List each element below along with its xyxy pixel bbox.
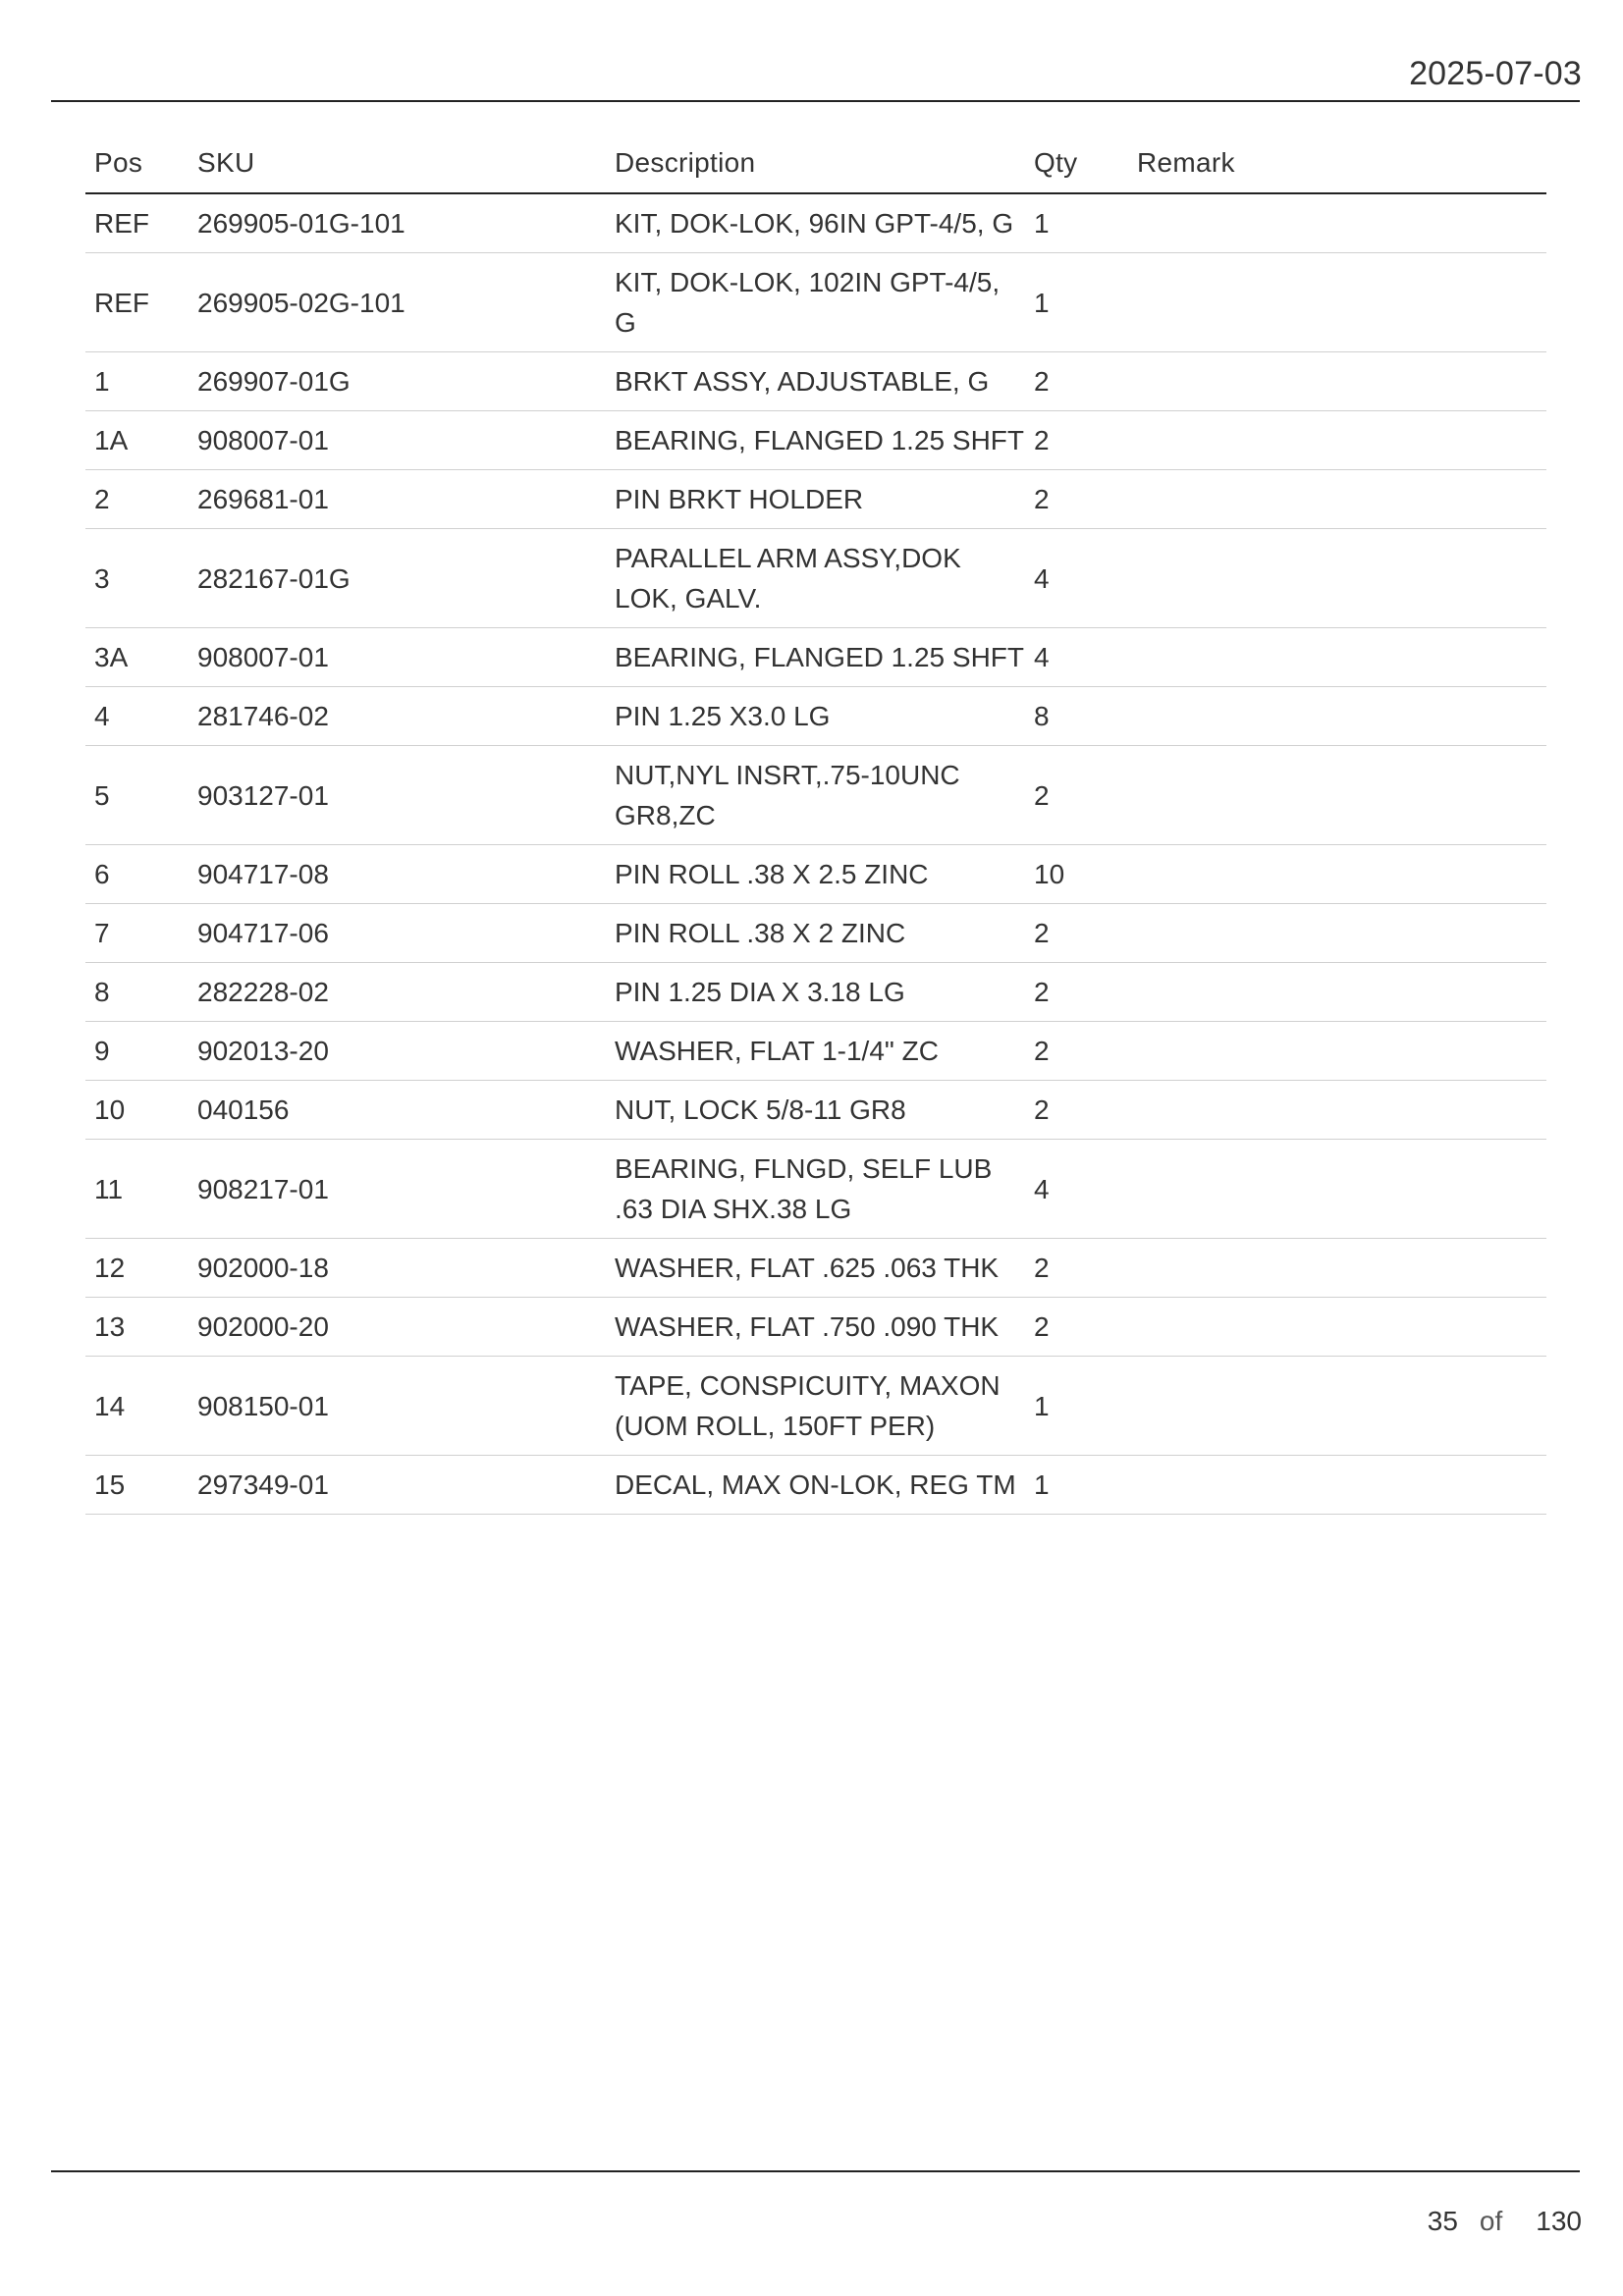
column-header-sku: SKU: [189, 133, 606, 193]
cell-description: PIN BRKT HOLDER: [606, 470, 1025, 529]
cell-description: NUT, LOCK 5/8-11 GR8: [606, 1081, 1025, 1140]
table-row: [85, 1456, 1546, 1515]
cell-qty: 2: [1025, 1298, 1128, 1357]
cell-qty: 1: [1025, 1456, 1128, 1515]
cell-description: BRKT ASSY, ADJUSTABLE, G: [606, 352, 1025, 411]
cell-description: KIT, DOK-LOK, 102IN GPT-4/5, G: [606, 253, 1025, 352]
cell-qty: 2: [1025, 904, 1128, 963]
cell-remark: [1128, 746, 1546, 845]
table-row: [85, 904, 1546, 963]
table-row: [85, 1022, 1546, 1081]
cell-pos: 13: [85, 1298, 189, 1357]
cell-qty: 2: [1025, 1239, 1128, 1298]
cell-description: WASHER, FLAT 1-1/4" ZC: [606, 1022, 1025, 1081]
column-header-remark: Remark: [1128, 133, 1546, 193]
cell-description: TAPE, CONSPICUITY, MAXON (UOM ROLL, 150FT PER): [606, 1357, 1025, 1456]
cell-pos: 14: [85, 1357, 189, 1456]
table-row: [85, 193, 1546, 253]
cell-sku: 269905-01G-101: [189, 193, 606, 253]
cell-remark: [1128, 529, 1546, 628]
table-row: [85, 687, 1546, 746]
table-row: [85, 1239, 1546, 1298]
cell-pos: 2: [85, 470, 189, 529]
current-page-number: 35: [1427, 2206, 1458, 2236]
cell-description: PIN 1.25 DIA X 3.18 LG: [606, 963, 1025, 1022]
table-row: [85, 845, 1546, 904]
table-row: [85, 963, 1546, 1022]
cell-sku: 908150-01: [189, 1357, 606, 1456]
cell-remark: [1128, 470, 1546, 529]
cell-description: PIN 1.25 X3.0 LG: [606, 687, 1025, 746]
cell-pos: 4: [85, 687, 189, 746]
cell-sku: 040156: [189, 1081, 606, 1140]
table-header: [85, 133, 1546, 193]
cell-sku: 902013-20: [189, 1022, 606, 1081]
cell-pos: REF: [85, 253, 189, 352]
header-divider: [51, 100, 1580, 102]
cell-description: BEARING, FLANGED 1.25 SHFT: [606, 628, 1025, 687]
cell-remark: [1128, 253, 1546, 352]
cell-sku: 269681-01: [189, 470, 606, 529]
table-row: [85, 746, 1546, 845]
parts-list-table: [85, 133, 1546, 1515]
cell-sku: 297349-01: [189, 1456, 606, 1515]
cell-pos: 9: [85, 1022, 189, 1081]
column-header-description: Description: [606, 133, 1025, 193]
cell-description: WASHER, FLAT .750 .090 THK: [606, 1298, 1025, 1357]
cell-remark: [1128, 1298, 1546, 1357]
cell-remark: [1128, 845, 1546, 904]
cell-qty: 2: [1025, 1081, 1128, 1140]
column-header-pos: Pos: [85, 133, 189, 193]
cell-description: BEARING, FLNGD, SELF LUB .63 DIA SHX.38 LG: [606, 1140, 1025, 1239]
cell-sku: 902000-18: [189, 1239, 606, 1298]
page-of-label: of: [1479, 2206, 1503, 2236]
cell-remark: [1128, 904, 1546, 963]
page-indicator: [1428, 2206, 1582, 2237]
table-row: [85, 1140, 1546, 1239]
cell-description: PIN ROLL .38 X 2 ZINC: [606, 904, 1025, 963]
footer-divider: [51, 2170, 1580, 2172]
cell-sku: 269905-02G-101: [189, 253, 606, 352]
cell-remark: [1128, 628, 1546, 687]
cell-description: BEARING, FLANGED 1.25 SHFT: [606, 411, 1025, 470]
cell-remark: [1128, 1357, 1546, 1456]
table-row: [85, 1357, 1546, 1456]
cell-sku: 269907-01G: [189, 352, 606, 411]
cell-description: KIT, DOK-LOK, 96IN GPT-4/5, G: [606, 193, 1025, 253]
cell-pos: 15: [85, 1456, 189, 1515]
document-date: 2025-07-03: [1409, 55, 1582, 92]
cell-remark: [1128, 1456, 1546, 1515]
cell-qty: 4: [1025, 529, 1128, 628]
cell-pos: 3: [85, 529, 189, 628]
cell-sku: 902000-20: [189, 1298, 606, 1357]
cell-sku: 908007-01: [189, 628, 606, 687]
cell-remark: [1128, 352, 1546, 411]
cell-pos: 6: [85, 845, 189, 904]
cell-qty: 8: [1025, 687, 1128, 746]
cell-qty: 2: [1025, 746, 1128, 845]
cell-qty: 2: [1025, 470, 1128, 529]
cell-sku: 282167-01G: [189, 529, 606, 628]
cell-remark: [1128, 193, 1546, 253]
header-row: [85, 133, 1546, 193]
cell-qty: 2: [1025, 963, 1128, 1022]
cell-sku: 908217-01: [189, 1140, 606, 1239]
cell-description: PIN ROLL .38 X 2.5 ZINC: [606, 845, 1025, 904]
cell-pos: 3A: [85, 628, 189, 687]
cell-pos: 12: [85, 1239, 189, 1298]
table-row: [85, 529, 1546, 628]
cell-description: DECAL, MAX ON-LOK, REG TM: [606, 1456, 1025, 1515]
table-row: [85, 253, 1546, 352]
cell-remark: [1128, 963, 1546, 1022]
cell-qty: 10: [1025, 845, 1128, 904]
table-row: [85, 1081, 1546, 1140]
cell-sku: 903127-01: [189, 746, 606, 845]
cell-remark: [1128, 1140, 1546, 1239]
table-row: [85, 628, 1546, 687]
cell-sku: 281746-02: [189, 687, 606, 746]
cell-qty: 4: [1025, 1140, 1128, 1239]
cell-pos: REF: [85, 193, 189, 253]
cell-pos: 10: [85, 1081, 189, 1140]
total-page-count: 130: [1536, 2206, 1582, 2236]
cell-qty: 1: [1025, 1357, 1128, 1456]
cell-remark: [1128, 1022, 1546, 1081]
cell-remark: [1128, 1239, 1546, 1298]
cell-remark: [1128, 687, 1546, 746]
cell-pos: 11: [85, 1140, 189, 1239]
cell-qty: 2: [1025, 411, 1128, 470]
cell-sku: 908007-01: [189, 411, 606, 470]
cell-qty: 1: [1025, 253, 1128, 352]
cell-remark: [1128, 1081, 1546, 1140]
cell-qty: 2: [1025, 1022, 1128, 1081]
cell-pos: 8: [85, 963, 189, 1022]
cell-qty: 4: [1025, 628, 1128, 687]
cell-pos: 5: [85, 746, 189, 845]
cell-description: NUT,NYL INSRT,.75-10UNC GR8,ZC: [606, 746, 1025, 845]
cell-qty: 2: [1025, 352, 1128, 411]
cell-description: WASHER, FLAT .625 .063 THK: [606, 1239, 1025, 1298]
cell-pos: 1: [85, 352, 189, 411]
table-row: [85, 411, 1546, 470]
cell-qty: 1: [1025, 193, 1128, 253]
cell-sku: 904717-08: [189, 845, 606, 904]
cell-remark: [1128, 411, 1546, 470]
table-row: [85, 352, 1546, 411]
cell-description: PARALLEL ARM ASSY,DOK LOK, GALV.: [606, 529, 1025, 628]
cell-pos: 7: [85, 904, 189, 963]
table-body: [85, 193, 1546, 1515]
cell-sku: 282228-02: [189, 963, 606, 1022]
cell-pos: 1A: [85, 411, 189, 470]
table-row: [85, 470, 1546, 529]
cell-sku: 904717-06: [189, 904, 606, 963]
column-header-qty: Qty: [1025, 133, 1128, 193]
table-row: [85, 1298, 1546, 1357]
